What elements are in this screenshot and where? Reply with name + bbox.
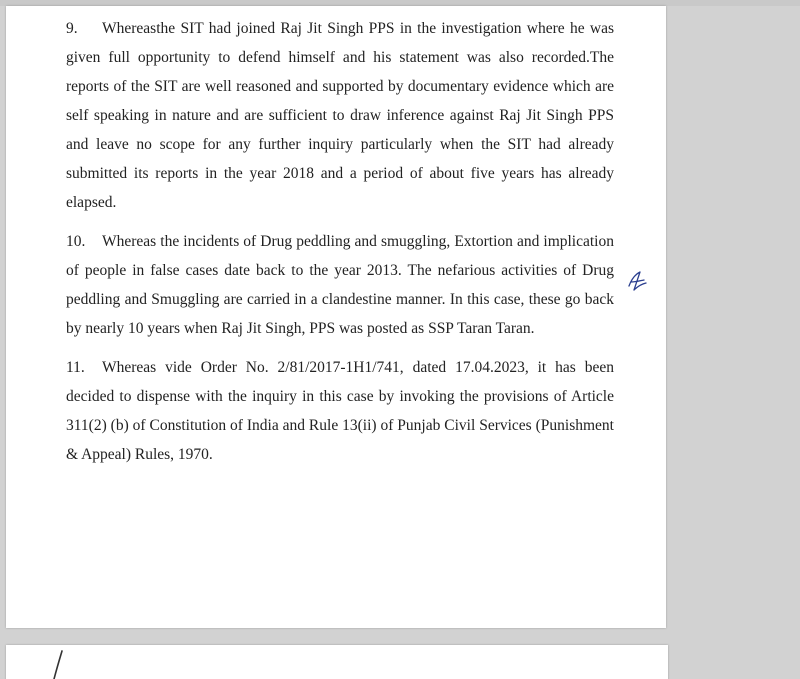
- paragraph-number: 11.: [66, 359, 85, 376]
- page-content: [66, 14, 614, 479]
- handwritten-initial-icon: [626, 268, 650, 294]
- pen-stroke-icon: [48, 649, 68, 679]
- paragraph-11: [66, 353, 614, 469]
- document-page-2[interactable]: [6, 645, 668, 679]
- paragraph-number: 9.: [66, 20, 78, 37]
- paragraph-text: Whereas vide Order No. 2/81/2017-1H1/741, dated 17.04.2023, it has been decided to dispense with the inquiry in this case by invoking the provisions of Article 311(2) (b) of Constitution of India and Rule 13(ii) of Punjab Civil Services (Punishment & Appeal) Rules, 1970.: [66, 359, 614, 463]
- paragraph-10: [66, 227, 614, 343]
- paragraph-number: 10.: [66, 233, 86, 250]
- document-page-1[interactable]: [6, 6, 666, 628]
- paragraph-text: Whereas the incidents of Drug peddling and smuggling, Extortion and implication of people in false cases date back to the year 2013. The nefarious activities of Drug peddling and Smuggling are carried in a clandestine manner. In this case, these go back by nearly 10 years when Raj Jit Singh, PPS was posted as SSP Taran Taran.: [66, 233, 614, 337]
- paragraph-text: Whereasthe SIT had joined Raj Jit Singh PPS in the investigation where he was given full opportunity to defend himself and his statement was also recorded.The reports of the SIT are well reasoned and supported by documentary evidence which are self speaking in nature and are sufficient to draw inference against Raj Jit Singh PPS and leave no scope for any further inquiry particularly when the SIT had already submitted its reports in the year 2018 and a period of about five years has already elapsed.: [66, 20, 614, 211]
- paragraph-9: [66, 14, 614, 217]
